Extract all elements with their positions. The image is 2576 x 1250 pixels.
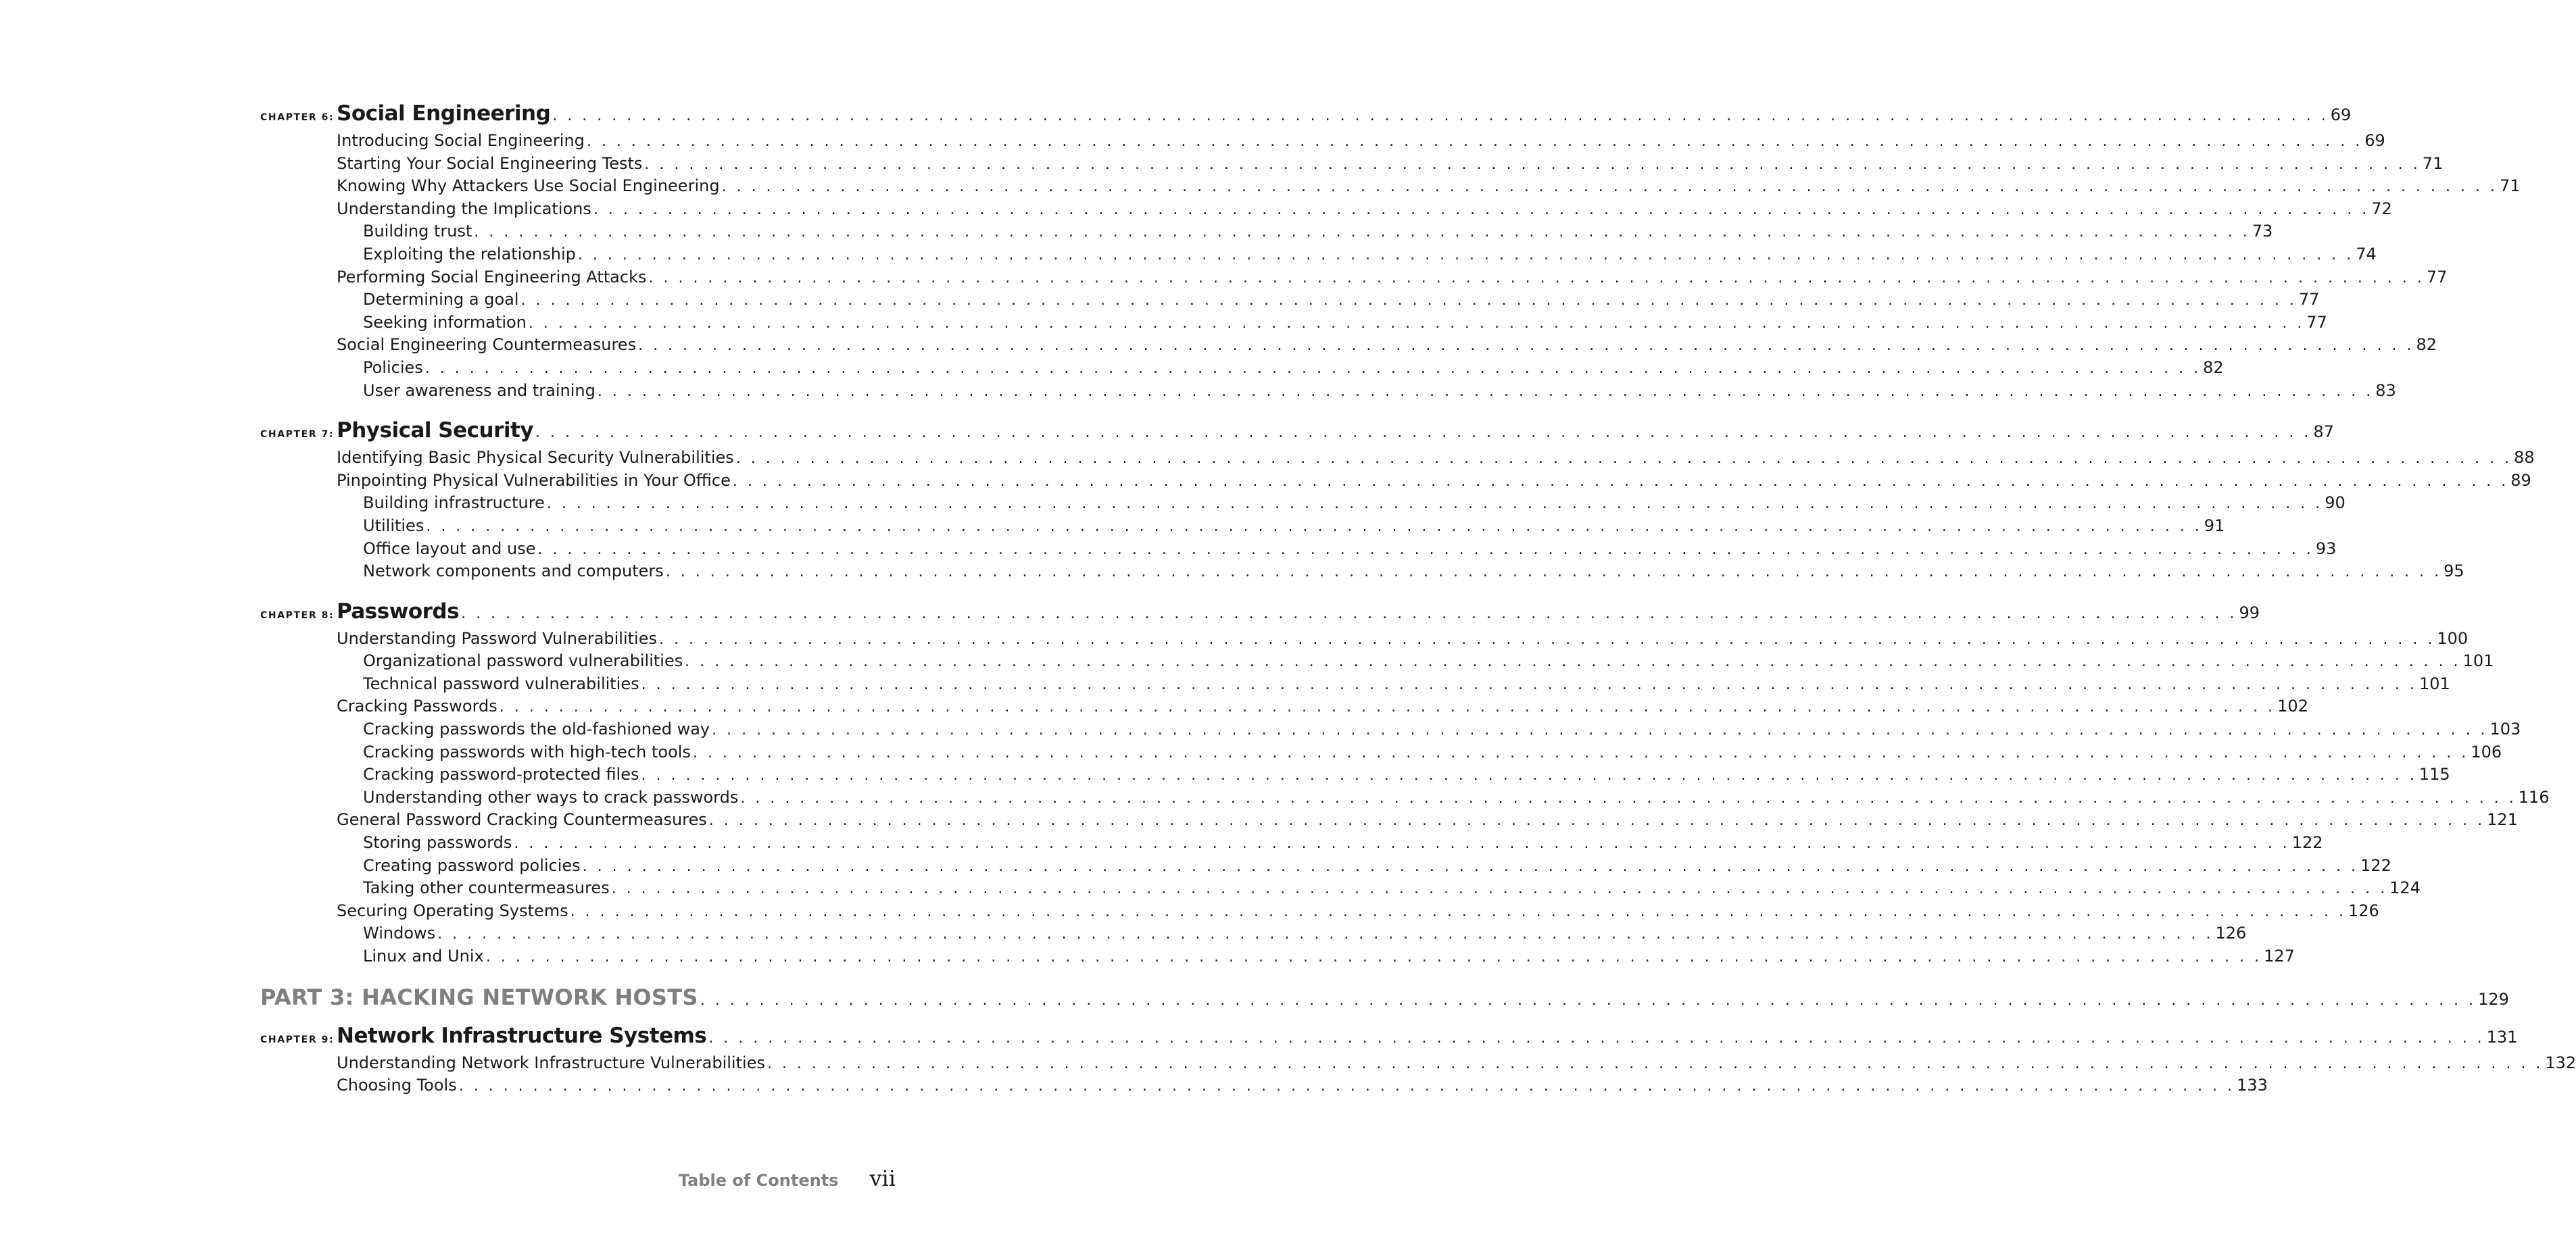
entry-title: Network components and computers xyxy=(363,561,664,581)
chapter-label: CHAPTER 7: xyxy=(260,429,335,441)
toc-section-entry xyxy=(260,335,2437,358)
toc-section-entry xyxy=(260,267,2448,291)
dot-leader: . . . . . . . . . . . . . . . . . . . . . . . . . . . . . . . . . . . . . . . . . . . . . . . . . . . . . . . . . . . . . . . . . . . . . . . . . . . . . . . . . . . . . . . . . . . . . . . . . . . . . . . . . . . . . . . . . . . . . . . . xyxy=(641,767,2417,784)
chapter-heading xyxy=(260,418,2334,448)
dot-leader: . . . . . . . . . . . . . . . . . . . . . . . . . . . . . . . . . . . . . . . . . . . . . . . . . . . . . . . . . . . . . . . . . . . . . . . . . . . . . . . . . . . . . . . . . . . . . . . . . . . . . . . . . . . . . . . . . . . . . . . . xyxy=(514,835,2290,853)
entry-page-number: 91 xyxy=(2204,516,2225,535)
dot-leader: . . . . . . . . . . . . . . . . . . . . . . . . . . . . . . . . . . . . . . . . . . . . . . . . . . . . . . . . . . . . . . . . . . . . . . . . . . . . . . . . . . . . . . . . . . . . . . . . . . . . . . . . . . . . . . . . . . . . . . . . xyxy=(692,744,2469,761)
dot-leader: . . . . . . . . . . . . . . . . . . . . . . . . . . . . . . . . . . . . . . . . . . . . . . . . . . . . . . . . . . . . . . . . . . . . . . . . . . . . . . . . . . . . . . . . . . . . . . . . . . . . . . . . . . . . . . . . . . . . . . . . xyxy=(708,1029,2485,1047)
entry-page-number: 121 xyxy=(2487,810,2518,830)
toc-section-entry xyxy=(260,199,2392,222)
entry-title: Determining a goal xyxy=(363,290,519,309)
toc-subsection-entry xyxy=(260,833,2323,856)
dot-leader: . . . . . . . . . . . . . . . . . . . . . . . . . . . . . . . . . . . . . . . . . . . . . . . . . . . . . . . . . . . . . . . . . . . . . . . . . . . . . . . . . . . . . . . . . . . . . . . . . . . . . . . . . . . . . . . . . . . . . . . . xyxy=(597,382,2374,400)
entry-title: Understanding the Implications xyxy=(337,199,591,218)
toc-subsection-entry xyxy=(260,357,2224,381)
entry-title: Storing passwords xyxy=(363,833,512,853)
entry-page-number: 101 xyxy=(2462,651,2494,671)
dot-leader: . . . . . . . . . . . . . . . . . . . . . . . . . . . . . . . . . . . . . . . . . . . . . . . . . . . . . . . . . . . . . . . . . . . . . . . . . . . . . . . . . . . . . . . . . . . . . . . . . . . . . . . . . . . . . . . . . . . . . . . . xyxy=(767,1055,2544,1072)
chapter-section xyxy=(260,1023,2576,1099)
entry-page-number: 132 xyxy=(2545,1053,2576,1072)
toc-section-entry xyxy=(260,176,2521,199)
entry-title: Organizational password vulnerabilities xyxy=(363,651,683,671)
entry-title: Pinpointing Physical Vulnerabilities in Your Office xyxy=(337,470,731,490)
entry-title: Understanding Network Infrastructure Vulnerabilities xyxy=(337,1053,765,1072)
entry-title: General Password Cracking Countermeasures xyxy=(337,810,707,830)
toc-subsection-entry xyxy=(260,222,2273,245)
entry-title: Windows xyxy=(363,924,436,943)
dot-leader: . . . . . . . . . . . . . . . . . . . . . . . . . . . . . . . . . . . . . . . . . . . . . . . . . . . . . . . . . . . . . . . . . . . . . . . . . . . . . . . . . . . . . . . . . . . . . . . . . . . . . . . . . . . . . . . . . . . . . . . . xyxy=(659,630,2435,648)
chapter-label: CHAPTER 9: xyxy=(260,1034,335,1045)
dot-leader: . . . . . . . . . . . . . . . . . . . . . . . . . . . . . . . . . . . . . . . . . . . . . . . . . . . . . . . . . . . . . . . . . . . . . . . . . . . . . . . . . . . . . . . . . . . . . . . . . . . . . . . . . . . . . . . . . . . . . . . . xyxy=(535,424,2312,442)
chapter-title: Social Engineering xyxy=(337,101,551,126)
dot-leader: . . . . . . . . . . . . . . . . . . . . . . . . . . . . . . . . . . . . . . . . . . . . . . . . . . . . . . . . . . . . . . . . . . . . . . . . . . . . . . . . . . . . . . . . . . . . . . . . . . . . . . . . . . . . . . . . . . . . . . . . xyxy=(528,314,2305,332)
dot-leader: . . . . . . . . . . . . . . . . . . . . . . . . . . . . . . . . . . . . . . . . . . . . . . . . . . . . . . . . . . . . . . . . . . . . . . . . . . . . . . . . . . . . . . . . . . . . . . . . . . . . . . . . . . . . . . . . . . . . . . . . xyxy=(721,178,2498,196)
entry-title: Technical password vulnerabilities xyxy=(363,674,639,693)
dot-leader: . . . . . . . . . . . . . . . . . . . . . . . . . . . . . . . . . . . . . . . . . . . . . . . . . . . . . . . . . . . . . . . . . . . . . . . . . . . . . . . . . . . . . . . . . . . . . . . . . . . . . . . . . . . . . . . . . . . . . . . . xyxy=(593,201,2370,218)
entry-page-number: 133 xyxy=(2237,1076,2268,1095)
entry-title: Introducing Social Engineering xyxy=(337,131,585,150)
folio-page-number: vii xyxy=(869,1166,896,1191)
chapter-page-number: 87 xyxy=(2313,422,2334,442)
chapter-page-number: 99 xyxy=(2239,603,2260,622)
dot-leader: . . . . . . . . . . . . . . . . . . . . . . . . . . . . . . . . . . . . . . . . . . . . . . . . . . . . . . . . . . . . . . . . . . . . . . . . . . . . . . . . . . . . . . . . . . . . . . . . . . . . . . . . . . . . . . . . . . . . . . . . xyxy=(499,699,2276,716)
toc-section-entry xyxy=(260,1076,2268,1099)
entry-page-number: 116 xyxy=(2518,787,2550,807)
dot-leader: . . . . . . . . . . . . . . . . . . . . . . . . . . . . . . . . . . . . . . . . . . . . . . . . . . . . . . . . . . . . . . . . . . . . . . . . . . . . . . . . . . . . . . . . . . . . . . . . . . . . . . . . . . . . . . . . . . . . . . . . xyxy=(424,359,2202,377)
chapter-heading xyxy=(260,599,2260,629)
entry-page-number: 101 xyxy=(2419,674,2450,693)
dot-leader: . . . . . . . . . . . . . . . . . . . . . . . . . . . . . . . . . . . . . . . . . . . . . . . . . . . . . . . . . . . . . . . . . . . . . . . . . . . . . . . . . . . . . . . . . . . . . . . . . . . . . . . . . . . . . . . . . . . . . . . . xyxy=(685,653,2461,671)
toc-subsection-entry xyxy=(260,516,2225,539)
toc-subsection-entry xyxy=(260,878,2421,901)
dot-leader: . . . . . . . . . . . . . . . . . . . . . . . . . . . . . . . . . . . . . . . . . . . . . . . . . . . . . . . . . . . . . . . . . . . . . . . . . . . . . . . . . . . . . . . . . . . . . . . . . . . . . . . . . . . . . . . . . . . . . . . . xyxy=(577,246,2354,264)
dot-leader: . . . . . . . . . . . . . . . . . . . . . . . . . . . . . . . . . . . . . . . . . . . . . . . . . . . . . . . . . . . . . . . . . . . . . . . . . . . . . . . . . . . . . . . . . . . . . . . . . . . . . . . . . . . . . . . . . . . . . . . . xyxy=(708,812,2485,830)
chapter-section xyxy=(260,418,2535,584)
entry-page-number: 77 xyxy=(2306,312,2327,332)
toc-section-entry xyxy=(260,901,2379,924)
dot-leader: . . . . . . . . . . . . . . . . . . . . . . . . . . . . . . . . . . . . . . . . . . . . . . . . . . . . . . . . . . . . . . . . . . . . . . . . . . . . . . . . . . . . . . . . . . . . . . . . . . . . . . . . . . . . . . . . . . . . . . . . xyxy=(458,1078,2235,1095)
dot-leader: . . . . . . . . . . . . . . . . . . . . . . . . . . . . . . . . . . . . . . . . . . . . . . . . . . . . . . . . . . . . . . . . . . . . . . . . . . . . . . . . . . . . . . . . . . . . . . . . . . . . . . . . . . . . . . . . . . . . . . . . xyxy=(570,903,2347,920)
dot-leader: . . . . . . . . . . . . . . . . . . . . . . . . . . . . . . . . . . . . . . . . . . . . . . . . . . . . . . . . . . . . . . . . . . . . . . . . . . . . . . . . . . . . . . . . . . . . . . . . . . . . . . . . . . . . . . . . . . . . . . . . xyxy=(437,926,2214,943)
toc-subsection-entry xyxy=(260,380,2396,404)
toc-section-entry xyxy=(260,153,2444,177)
dot-leader: . . . . . . . . . . . . . . . . . . . . . . . . . . . . . . . . . . . . . . . . . . . . . . . . . . . . . . . . . . . . . . . . . . . . . . . . . . . . . . . . . . . . . . . . . . . . . . . . . . . . . . . . . . . . . . . . . . . . . . . . xyxy=(740,789,2517,807)
part-title: PART 3: HACKING NETWORK HOSTS xyxy=(260,984,698,1010)
dot-leader: . . . . . . . . . . . . . . . . . . . . . . . . . . . . . . . . . . . . . . . . . . . . . . . . . . . . . . . . . . . . . . . . . . . . . . . . . . . . . . . . . . . . . . . . . . . . . . . . . . . . . . . . . . . . . . . . . . . . . . . . xyxy=(732,472,2509,490)
entry-title: Policies xyxy=(363,357,423,377)
entry-page-number: 100 xyxy=(2437,628,2469,648)
chapter-section xyxy=(260,101,2521,403)
toc-section-entry xyxy=(260,448,2535,471)
toc-subsection-entry xyxy=(260,244,2377,268)
entry-page-number: 71 xyxy=(2499,176,2521,196)
chapter-section xyxy=(260,599,2550,970)
entry-title: Identifying Basic Physical Security Vulnerabilities xyxy=(337,448,734,468)
dot-leader: . . . . . . . . . . . . . . . . . . . . . . . . . . . . . . . . . . . . . . . . . . . . . . . . . . . . . . . . . . . . . . . . . . . . . . . . . . . . . . . . . . . . . . . . . . . . . . . . . . . . . . . . . . . . . . . . . . . . . . . . xyxy=(638,337,2414,355)
dot-leader: . . . . . . . . . . . . . . . . . . . . . . . . . . . . . . . . . . . . . . . . . . . . . . . . . . . . . . . . . . . . . . . . . . . . . . . . . . . . . . . . . . . . . . . . . . . . . . . . . . . . . . . . . . . . . . . . . . . . . . . . xyxy=(700,991,2477,1009)
dot-leader: . . . . . . . . . . . . . . . . . . . . . . . . . . . . . . . . . . . . . . . . . . . . . . . . . . . . . . . . . . . . . . . . . . . . . . . . . . . . . . . . . . . . . . . . . . . . . . . . . . . . . . . . . . . . . . . . . . . . . . . . xyxy=(474,224,2250,241)
chapter-title: Passwords xyxy=(337,599,460,624)
entry-page-number: 102 xyxy=(2277,697,2308,716)
dot-leader: . . . . . . . . . . . . . . . . . . . . . . . . . . . . . . . . . . . . . . . . . . . . . . . . . . . . . . . . . . . . . . . . . . . . . . . . . . . . . . . . . . . . . . . . . . . . . . . . . . . . . . . . . . . . . . . . . . . . . . . . xyxy=(641,676,2417,693)
entry-title: Office layout and use xyxy=(363,539,536,558)
entry-page-number: 90 xyxy=(2325,493,2346,513)
entry-title: Creating password policies xyxy=(363,855,581,875)
entry-page-number: 71 xyxy=(2422,153,2444,173)
entry-title: Starting Your Social Engineering Tests xyxy=(337,153,643,173)
entry-page-number: 126 xyxy=(2215,924,2247,943)
dot-leader: . . . . . . . . . . . . . . . . . . . . . . . . . . . . . . . . . . . . . . . . . . . . . . . . . . . . . . . . . . . . . . . . . . . . . . . . . . . . . . . . . . . . . . . . . . . . . . . . . . . . . . . . . . . . . . . . . . . . . . . . xyxy=(735,450,2512,468)
entry-page-number: 74 xyxy=(2356,244,2377,264)
entry-title: Utilities xyxy=(363,516,424,535)
entry-page-number: 106 xyxy=(2471,742,2502,761)
entry-title: Social Engineering Countermeasures xyxy=(337,335,637,355)
chapter-label: CHAPTER 8: xyxy=(260,609,335,621)
entry-page-number: 103 xyxy=(2489,720,2521,739)
entry-title: Cracking passwords the old-fashioned way xyxy=(363,720,710,739)
entry-page-number: 115 xyxy=(2419,765,2450,784)
chapter-heading xyxy=(260,1023,2518,1053)
dot-leader: . . . . . . . . . . . . . . . . . . . . . . . . . . . . . . . . . . . . . . . . . . . . . . . . . . . . . . . . . . . . . . . . . . . . . . . . . . . . . . . . . . . . . . . . . . . . . . . . . . . . . . . . . . . . . . . . . . . . . . . . xyxy=(461,605,2237,622)
entry-page-number: 122 xyxy=(2291,833,2323,853)
dot-leader: . . . . . . . . . . . . . . . . . . . . . . . . . . . . . . . . . . . . . . . . . . . . . . . . . . . . . . . . . . . . . . . . . . . . . . . . . . . . . . . . . . . . . . . . . . . . . . . . . . . . . . . . . . . . . . . . . . . . . . . . xyxy=(582,857,2359,875)
table-of-contents xyxy=(260,101,2576,1114)
toc-section-entry xyxy=(260,628,2469,652)
dot-leader: . . . . . . . . . . . . . . . . . . . . . . . . . . . . . . . . . . . . . . . . . . . . . . . . . . . . . . . . . . . . . . . . . . . . . . . . . . . . . . . . . . . . . . . . . . . . . . . . . . . . . . . . . . . . . . . . . . . . . . . . xyxy=(648,269,2425,286)
entry-page-number: 88 xyxy=(2514,448,2535,468)
entry-title: Cracking Passwords xyxy=(337,697,497,716)
toc-subsection-entry xyxy=(260,674,2450,697)
chapter-page-number: 69 xyxy=(2330,105,2352,124)
toc-subsection-entry xyxy=(260,787,2550,811)
entry-page-number: 73 xyxy=(2252,222,2273,241)
toc-subsection-entry xyxy=(260,924,2247,947)
toc-section-entry xyxy=(260,810,2518,833)
entry-page-number: 122 xyxy=(2360,855,2391,875)
dot-leader: . . . . . . . . . . . . . . . . . . . . . . . . . . . . . . . . . . . . . . . . . . . . . . . . . . . . . . . . . . . . . . . . . . . . . . . . . . . . . . . . . . . . . . . . . . . . . . . . . . . . . . . . . . . . . . . . . . . . . . . . xyxy=(546,495,2323,513)
toc-section-entry xyxy=(260,697,2308,720)
entry-page-number: 77 xyxy=(2426,267,2448,286)
dot-leader: . . . . . . . . . . . . . . . . . . . . . . . . . . . . . . . . . . . . . . . . . . . . . . . . . . . . . . . . . . . . . . . . . . . . . . . . . . . . . . . . . . . . . . . . . . . . . . . . . . . . . . . . . . . . . . . . . . . . . . . . xyxy=(426,518,2202,535)
dot-leader: . . . . . . . . . . . . . . . . . . . . . . . . . . . . . . . . . . . . . . . . . . . . . . . . . . . . . . . . . . . . . . . . . . . . . . . . . . . . . . . . . . . . . . . . . . . . . . . . . . . . . . . . . . . . . . . . . . . . . . . . xyxy=(485,949,2262,966)
dot-leader: . . . . . . . . . . . . . . . . . . . . . . . . . . . . . . . . . . . . . . . . . . . . . . . . . . . . . . . . . . . . . . . . . . . . . . . . . . . . . . . . . . . . . . . . . . . . . . . . . . . . . . . . . . . . . . . . . . . . . . . . xyxy=(520,292,2297,309)
page-footer xyxy=(679,1166,896,1191)
entry-title: Building infrastructure xyxy=(363,493,545,513)
entry-page-number: 82 xyxy=(2416,335,2437,355)
entry-page-number: 127 xyxy=(2264,947,2295,966)
entry-title: Cracking password-protected files xyxy=(363,765,639,784)
entry-title: Choosing Tools xyxy=(337,1076,457,1095)
entry-title: Seeking information xyxy=(363,312,527,332)
toc-section-entry xyxy=(260,131,2385,154)
entry-title: Performing Social Engineering Attacks xyxy=(337,267,647,286)
toc-section-entry xyxy=(260,470,2531,494)
dot-leader: . . . . . . . . . . . . . . . . . . . . . . . . . . . . . . . . . . . . . . . . . . . . . . . . . . . . . . . . . . . . . . . . . . . . . . . . . . . . . . . . . . . . . . . . . . . . . . . . . . . . . . . . . . . . . . . . . . . . . . . . xyxy=(611,880,2388,898)
entry-title: Exploiting the relationship xyxy=(363,244,576,264)
toc-subsection-entry xyxy=(260,720,2521,743)
entry-page-number: 82 xyxy=(2203,357,2224,377)
entry-page-number: 126 xyxy=(2348,901,2379,920)
entry-title: Understanding Password Vulnerabilities xyxy=(337,628,657,648)
entry-page-number: 69 xyxy=(2364,131,2385,150)
chapter-title: Network Infrastructure Systems xyxy=(337,1023,707,1048)
dot-leader: . . . . . . . . . . . . . . . . . . . . . . . . . . . . . . . . . . . . . . . . . . . . . . . . . . . . . . . . . . . . . . . . . . . . . . . . . . . . . . . . . . . . . . . . . . . . . . . . . . . . . . . . . . . . . . . . . . . . . . . . xyxy=(665,564,2442,581)
entry-title: Securing Operating Systems xyxy=(337,901,568,920)
entry-title: Linux and Unix xyxy=(363,947,484,966)
toc-subsection-entry xyxy=(260,561,2464,584)
toc-subsection-entry xyxy=(260,651,2494,674)
entry-title: Knowing Why Attackers Use Social Engineering xyxy=(337,176,720,196)
chapter-heading xyxy=(260,101,2352,131)
entry-title: Taking other countermeasures xyxy=(363,878,610,898)
toc-subsection-entry xyxy=(260,947,2295,970)
chapter-title: Physical Security xyxy=(337,418,534,443)
chapter-label: CHAPTER 6: xyxy=(260,112,335,123)
dot-leader: . . . . . . . . . . . . . . . . . . . . . . . . . . . . . . . . . . . . . . . . . . . . . . . . . . . . . . . . . . . . . . . . . . . . . . . . . . . . . . . . . . . . . . . . . . . . . . . . . . . . . . . . . . . . . . . . . . . . . . . . xyxy=(537,541,2314,558)
dot-leader: . . . . . . . . . . . . . . . . . . . . . . . . . . . . . . . . . . . . . . . . . . . . . . . . . . . . . . . . . . . . . . . . . . . . . . . . . . . . . . . . . . . . . . . . . . . . . . . . . . . . . . . . . . . . . . . . . . . . . . . . xyxy=(712,722,2488,739)
toc-subsection-entry xyxy=(260,290,2320,313)
toc-subsection-entry xyxy=(260,855,2391,879)
entry-page-number: 95 xyxy=(2444,561,2464,581)
entry-title: Understanding other ways to crack passwords xyxy=(363,787,739,807)
entry-page-number: 83 xyxy=(2375,380,2396,400)
toc-subsection-entry xyxy=(260,539,2337,562)
part-page-number: 129 xyxy=(2478,989,2509,1009)
entry-page-number: 93 xyxy=(2315,539,2337,558)
toc-subsection-entry xyxy=(260,312,2327,336)
toc-subsection-entry xyxy=(260,742,2502,766)
dot-leader: . . . . . . . . . . . . . . . . . . . . . . . . . . . . . . . . . . . . . . . . . . . . . . . . . . . . . . . . . . . . . . . . . . . . . . . . . . . . . . . . . . . . . . . . . . . . . . . . . . . . . . . . . . . . . . . . . . . . . . . . xyxy=(644,155,2421,173)
entry-page-number: 72 xyxy=(2371,199,2392,218)
part-heading xyxy=(260,984,2509,1020)
toc-section-entry xyxy=(260,1053,2576,1076)
entry-title: Cracking passwords with high-tech tools xyxy=(363,742,691,761)
dot-leader: . . . . . . . . . . . . . . . . . . . . . . . . . . . . . . . . . . . . . . . . . . . . . . . . . . . . . . . . . . . . . . . . . . . . . . . . . . . . . . . . . . . . . . . . . . . . . . . . . . . . . . . . . . . . . . . . . . . . . . . . xyxy=(552,107,2329,124)
entry-page-number: 124 xyxy=(2389,878,2421,898)
entry-title: User awareness and training xyxy=(363,380,596,400)
entry-title: Building trust xyxy=(363,222,472,241)
entry-page-number: 77 xyxy=(2298,290,2320,309)
toc-subsection-entry xyxy=(260,493,2346,516)
toc-subsection-entry xyxy=(260,765,2450,788)
entry-page-number: 89 xyxy=(2510,470,2531,490)
running-footer-title: Table of Contents xyxy=(678,1171,839,1190)
chapter-page-number: 131 xyxy=(2486,1027,2518,1047)
dot-leader: . . . . . . . . . . . . . . . . . . . . . . . . . . . . . . . . . . . . . . . . . . . . . . . . . . . . . . . . . . . . . . . . . . . . . . . . . . . . . . . . . . . . . . . . . . . . . . . . . . . . . . . . . . . . . . . . . . . . . . . . xyxy=(586,133,2363,150)
